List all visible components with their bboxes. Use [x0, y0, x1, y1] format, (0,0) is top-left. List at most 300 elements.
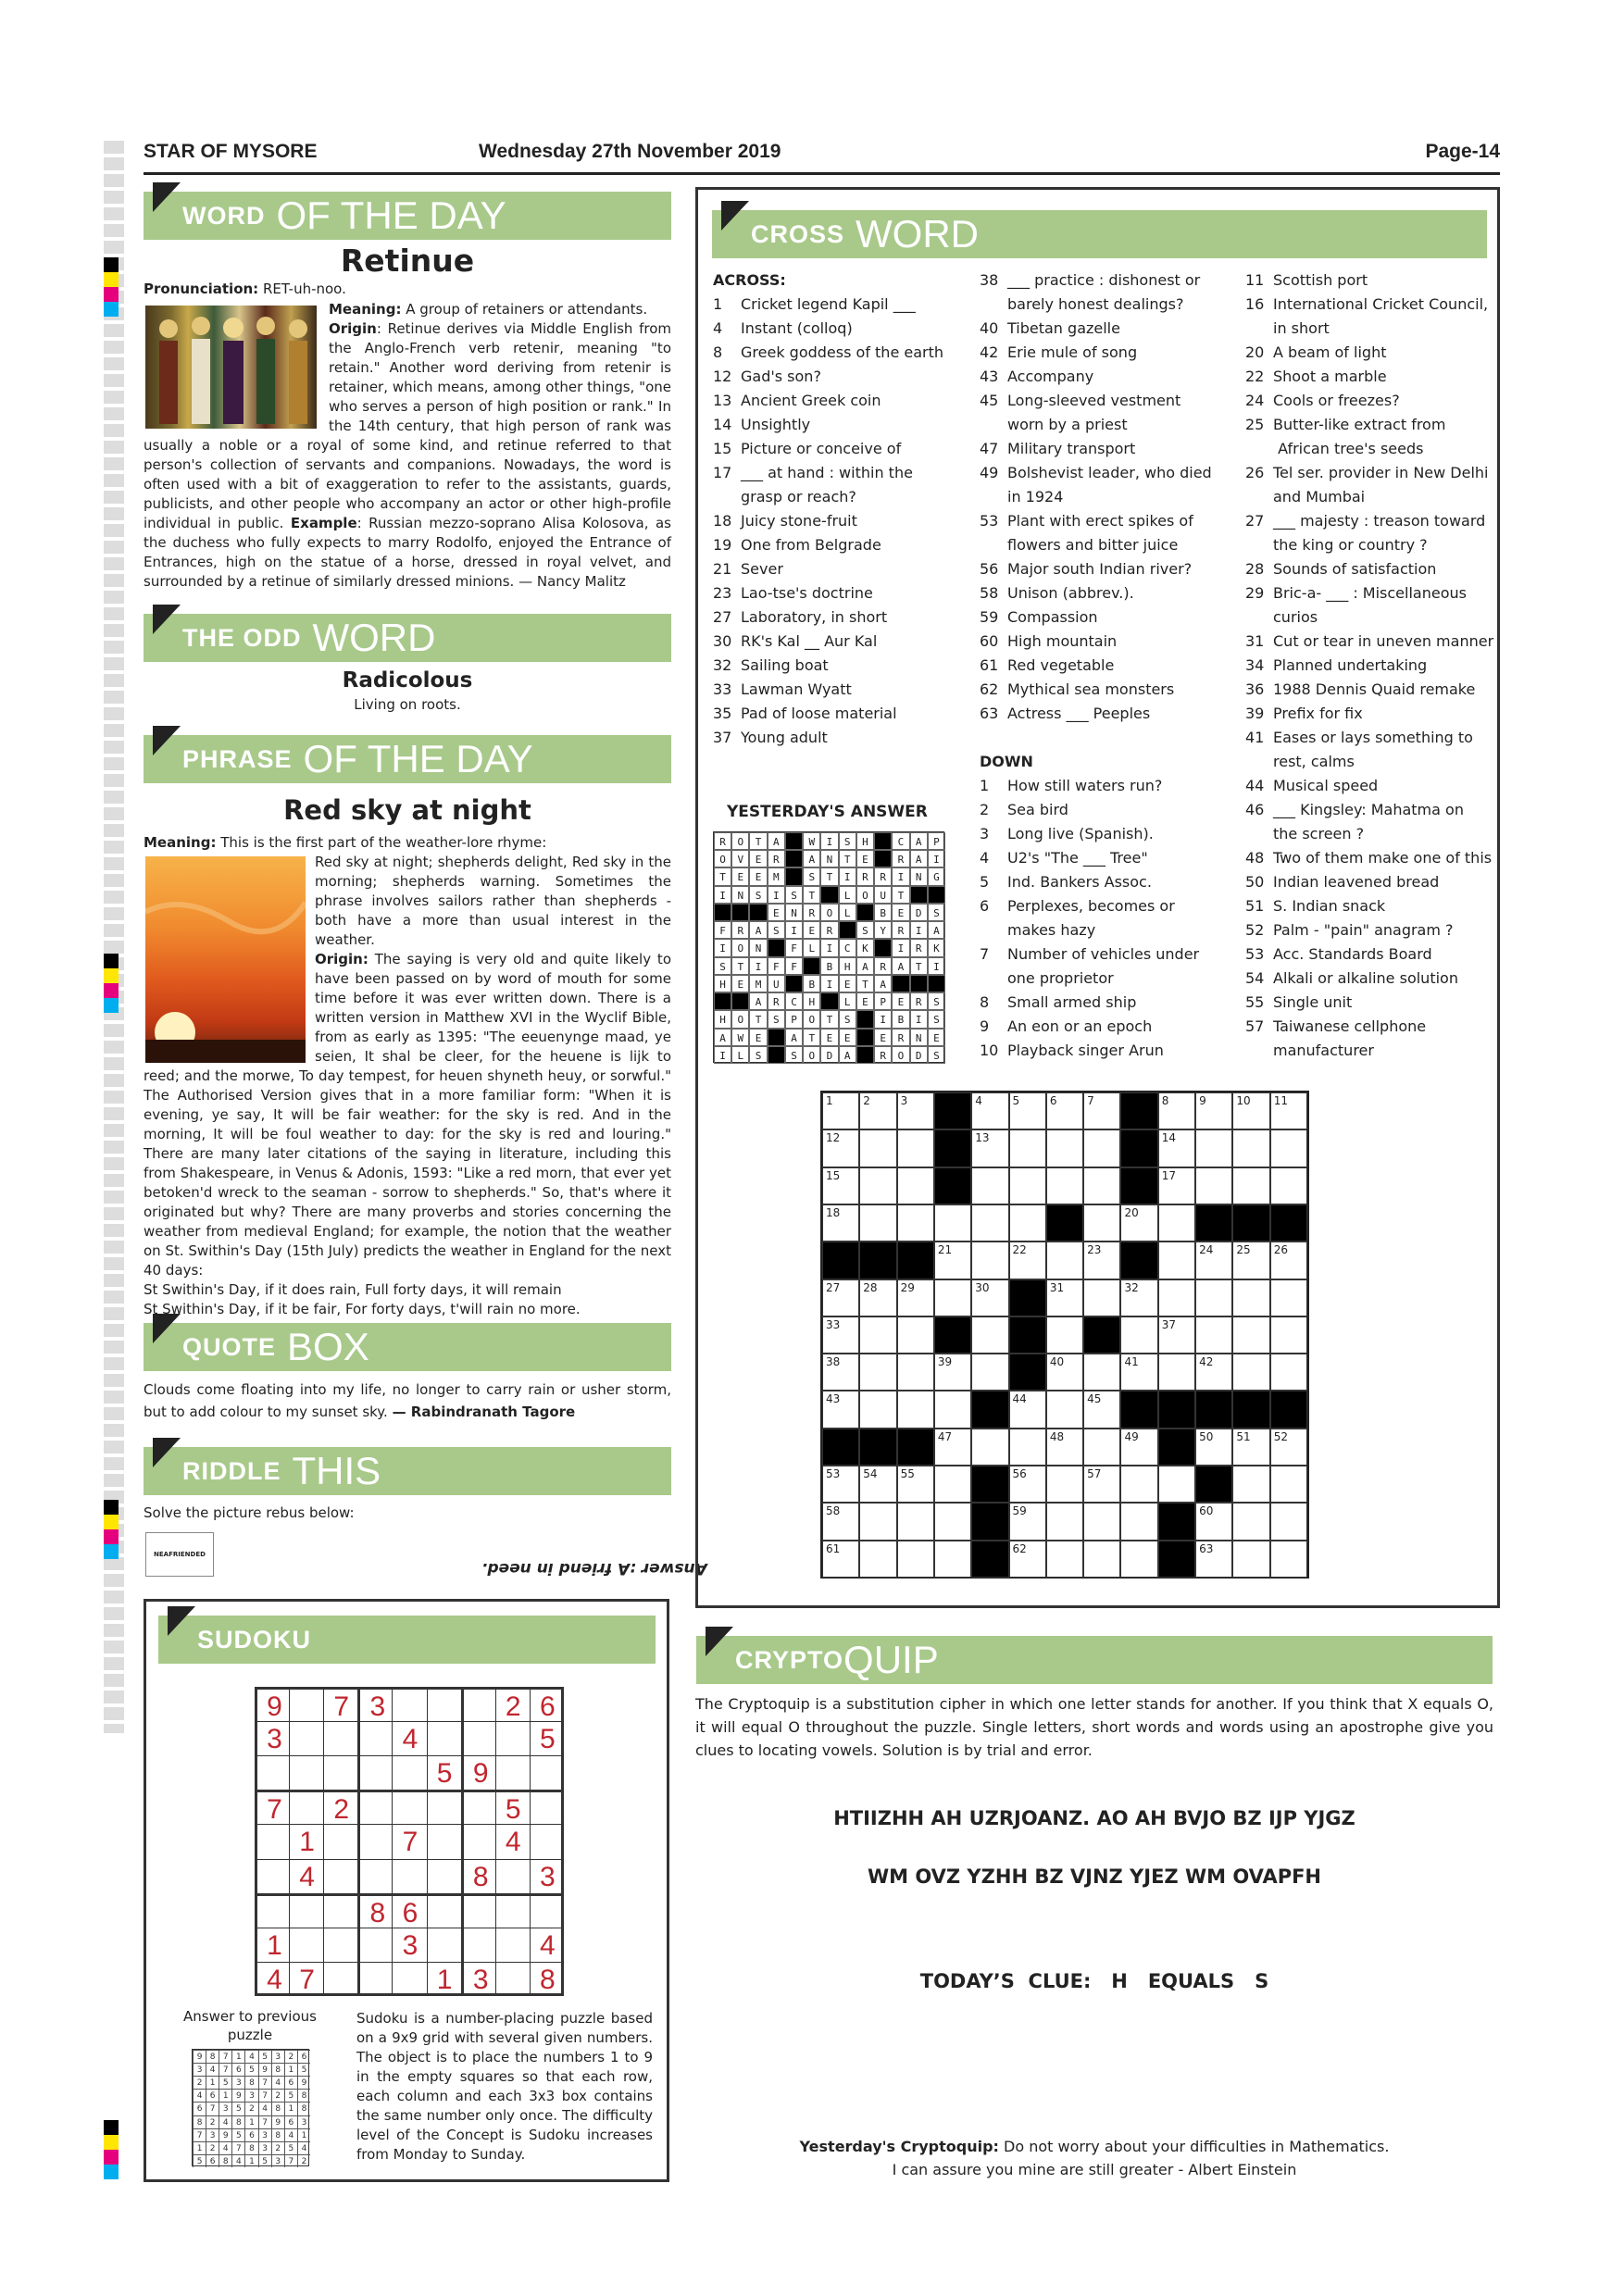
sudoku-cell[interactable] [392, 1928, 426, 1962]
clue-number: 31 [1049, 1280, 1065, 1294]
clue-number: 62 [1012, 1541, 1027, 1555]
clue-number: 15 [713, 440, 732, 457]
crossword-cell[interactable] [1158, 1466, 1195, 1503]
crossword-cell[interactable] [971, 1316, 1008, 1354]
clue-text: Instant (colloq) [741, 319, 853, 337]
sudoku-cell[interactable] [255, 1928, 289, 1962]
crossword-cell[interactable] [1120, 1316, 1157, 1354]
sudoku-cell[interactable] [427, 1859, 461, 1893]
crossword-cell[interactable] [1195, 1316, 1232, 1354]
crossword-cell[interactable] [1270, 1316, 1307, 1354]
answer-cell: 1 [297, 2128, 310, 2141]
crossword-cell[interactable] [1195, 1167, 1232, 1204]
sudoku-cell[interactable] [323, 1928, 357, 1962]
answer-cell: O [803, 1046, 820, 1064]
crossword-block [1120, 1242, 1157, 1279]
sudoku-cell[interactable] [461, 1755, 495, 1790]
answer-cell: 5 [297, 2063, 310, 2076]
answer-cell [820, 992, 838, 1010]
crossword-cell[interactable] [859, 1466, 896, 1503]
sudoku-cell[interactable] [323, 1962, 357, 1996]
answer-cell: 8 [271, 2063, 284, 2076]
crossword-cell[interactable] [1009, 1129, 1046, 1167]
crossword-cell[interactable] [1083, 1129, 1120, 1167]
sudoku-cell[interactable] [427, 1687, 461, 1721]
answer-cell: 3 [271, 2050, 284, 2063]
crossword-cell[interactable] [1195, 1092, 1232, 1129]
crossword-cell[interactable] [1046, 1316, 1083, 1354]
crossword-block [1195, 1204, 1232, 1242]
answer-cell: E [820, 1029, 838, 1046]
crossword-cell[interactable] [1158, 1316, 1195, 1354]
crossword-cell[interactable] [1232, 1354, 1269, 1391]
clue-text: Taiwanese cellphone [1273, 1017, 1427, 1035]
sudoku-cell[interactable] [255, 1962, 289, 1996]
sudoku-cell[interactable] [427, 1755, 461, 1790]
sudoku-cell[interactable] [357, 1962, 392, 1996]
sudoku-cell[interactable] [427, 1962, 461, 1996]
clue-number: 36 [1245, 680, 1265, 698]
sudoku-cell[interactable] [461, 1790, 495, 1824]
sudoku-cell[interactable] [357, 1790, 392, 1824]
sudoku-given-number: 3 [472, 1964, 489, 1995]
sudoku-cell[interactable] [530, 1962, 564, 1996]
sudoku-cell[interactable] [392, 1893, 426, 1928]
crossword-cell[interactable] [1232, 1429, 1269, 1466]
clue-number: 16 [1245, 295, 1265, 313]
sudoku-cell[interactable] [530, 1893, 564, 1928]
crossword-cell[interactable] [1009, 1204, 1046, 1242]
sudoku-cell[interactable] [289, 1893, 323, 1928]
crossword-cell[interactable] [1009, 1503, 1046, 1540]
crossword-cell[interactable] [1120, 1503, 1157, 1540]
crossword-cell[interactable] [1232, 1129, 1269, 1167]
clue-number: 43 [826, 1392, 841, 1406]
crossword-cell[interactable] [859, 1092, 896, 1129]
crossword-cell[interactable] [1009, 1242, 1046, 1279]
sudoku-cell[interactable] [357, 1721, 392, 1755]
crossword-cell[interactable] [1120, 1429, 1157, 1466]
crossword-cell[interactable] [897, 1541, 934, 1578]
sudoku-cell[interactable] [255, 1893, 289, 1928]
answer-cell: S [785, 886, 803, 904]
clue-number: 57 [1245, 1017, 1265, 1035]
crossword-cell[interactable] [1270, 1466, 1307, 1503]
sudoku-cell[interactable] [255, 1687, 289, 1721]
crossword-cell[interactable] [1158, 1279, 1195, 1316]
sudoku-cell[interactable] [530, 1721, 564, 1755]
answer-cell: 2 [244, 2102, 257, 2115]
sudoku-cell[interactable] [461, 1928, 495, 1962]
clue-number: 56 [980, 560, 999, 578]
crossword-cell[interactable] [934, 1541, 971, 1578]
sudoku-cell[interactable] [461, 1721, 495, 1755]
clue-number: 45 [980, 392, 999, 409]
crossword-cell[interactable] [1083, 1279, 1120, 1316]
sudoku-cell[interactable] [289, 1755, 323, 1790]
crossword-cell[interactable] [1009, 1092, 1046, 1129]
crossword-cell[interactable] [1195, 1279, 1232, 1316]
clue-line [1245, 750, 1495, 774]
crossword-cell[interactable] [859, 1541, 896, 1578]
crossword-cell[interactable] [1270, 1503, 1307, 1540]
sudoku-cell[interactable] [392, 1721, 426, 1755]
crossword-cell[interactable] [1046, 1503, 1083, 1540]
crossword-cell[interactable] [1232, 1167, 1269, 1204]
clue-line [713, 654, 963, 678]
crossword-block [1120, 1092, 1157, 1129]
sudoku-cell[interactable] [357, 1824, 392, 1858]
clue-number: 7 [980, 945, 990, 963]
sudoku-cell[interactable] [530, 1824, 564, 1858]
sudoku-given-number: 4 [402, 1724, 418, 1755]
clue-text: flowers and bitter juice [1007, 536, 1179, 554]
answer-cell: L [839, 992, 856, 1010]
sudoku-cell[interactable] [255, 1790, 289, 1824]
clue-number: 35 [713, 705, 732, 722]
answer-cell: G [928, 867, 945, 885]
crossword-cell[interactable] [1270, 1092, 1307, 1129]
clue-text: Ancient Greek coin [741, 392, 881, 409]
cryptoquip-intro: The Cryptoquip is a substitution cipher in which one letter stands for another. If you think that X equals O, it will equal O throughout the puzzle. Single letters, short words and words using an apostrophe give you clues to locating vowels. Solution is by trial and error. [695, 1695, 1493, 1759]
crossword-cell[interactable] [859, 1391, 896, 1428]
crossword-cell[interactable] [1046, 1092, 1083, 1129]
cryptoquip-clue: TODAY’S CLUE: H EQUALS S [919, 1970, 1269, 1992]
crossword-cell[interactable] [897, 1129, 934, 1167]
crossword-cell[interactable] [1158, 1167, 1195, 1204]
sudoku-cell[interactable] [392, 1755, 426, 1790]
clue-number: 3 [900, 1094, 908, 1107]
crossword-cell[interactable] [1046, 1354, 1083, 1391]
crossword-cell[interactable] [822, 1541, 859, 1578]
sudoku-cell[interactable] [495, 1790, 530, 1824]
crossword-cell[interactable] [934, 1391, 971, 1428]
crossword-cell[interactable] [897, 1204, 934, 1242]
crossword-cell[interactable] [1195, 1503, 1232, 1540]
crossword-cell[interactable] [1195, 1354, 1232, 1391]
clue-number: 30 [713, 632, 732, 650]
crossword-cell[interactable] [934, 1429, 971, 1466]
sudoku-cell[interactable] [323, 1824, 357, 1858]
clue-line [713, 581, 963, 605]
crossword-cell[interactable] [1083, 1242, 1120, 1279]
crossword-cell[interactable] [1158, 1129, 1195, 1167]
crossword-cell[interactable] [1120, 1204, 1157, 1242]
crossword-cell[interactable] [934, 1466, 971, 1503]
crossword-cell[interactable] [1232, 1541, 1269, 1578]
example-label: Example [290, 515, 357, 531]
crossword-cell[interactable] [1270, 1354, 1307, 1391]
sudoku-cell[interactable] [255, 1721, 289, 1755]
sudoku-cell[interactable] [530, 1928, 564, 1962]
clue-line [980, 942, 1220, 967]
crossword-cell[interactable] [859, 1279, 896, 1316]
sudoku-cell[interactable] [255, 1859, 289, 1893]
sudoku-cell[interactable] [357, 1859, 392, 1893]
sudoku-cell[interactable] [289, 1687, 323, 1721]
answer-cell: B [803, 975, 820, 992]
clue-text: the king or country ? [1273, 536, 1428, 554]
crossword-cell[interactable] [1009, 1391, 1046, 1428]
crossword-block [934, 1316, 971, 1354]
sudoku-cell[interactable] [323, 1687, 357, 1721]
crossword-cell[interactable] [1046, 1429, 1083, 1466]
answer-cell: E [856, 850, 874, 867]
clue-number: 51 [1245, 897, 1265, 915]
answer-cell: O [731, 1010, 749, 1028]
crossword-cell[interactable] [934, 1279, 971, 1316]
crossword-cell[interactable] [971, 1092, 1008, 1129]
crossword-cell[interactable] [897, 1391, 934, 1428]
crossword-cell[interactable] [971, 1429, 1008, 1466]
answer-cell: E [731, 867, 749, 885]
sudoku-cell[interactable] [392, 1962, 426, 1996]
sudoku-cell[interactable] [289, 1721, 323, 1755]
crossword-cell[interactable] [1083, 1503, 1120, 1540]
sudoku-cell[interactable] [323, 1859, 357, 1893]
crossword-bar [712, 210, 1487, 258]
sudoku-cell[interactable] [289, 1962, 323, 1996]
sudoku-cell[interactable] [357, 1893, 392, 1928]
sudoku-cell[interactable] [289, 1790, 323, 1824]
crossword-cell[interactable] [1046, 1167, 1083, 1204]
crossword-cell[interactable] [1270, 1129, 1307, 1167]
crossword-cell[interactable] [1158, 1242, 1195, 1279]
answer-cell: R [820, 921, 838, 939]
clue-text: An eon or an epoch [1007, 1017, 1153, 1035]
crossword-cell[interactable] [1195, 1541, 1232, 1578]
answer-cell: T [731, 957, 749, 975]
crossword-cell[interactable] [897, 1354, 934, 1391]
crossword-cell[interactable] [897, 1092, 934, 1129]
answer-cell [910, 975, 928, 992]
sudoku-cell[interactable] [495, 1928, 530, 1962]
sudoku-cell[interactable] [323, 1893, 357, 1928]
crossword-cell[interactable] [1232, 1466, 1269, 1503]
sudoku-cell[interactable] [495, 1859, 530, 1893]
crossword-cell[interactable] [1120, 1354, 1157, 1391]
answer-cell: 3 [271, 2154, 284, 2167]
crossword-cell[interactable] [1158, 1092, 1195, 1129]
sudoku-cell[interactable] [461, 1859, 495, 1893]
sudoku-cell[interactable] [255, 1824, 289, 1858]
sudoku-cell[interactable] [357, 1755, 392, 1790]
sudoku-cell[interactable] [495, 1893, 530, 1928]
crossword-cell[interactable] [971, 1204, 1008, 1242]
sudoku-cell[interactable] [461, 1824, 495, 1858]
sudoku-cell[interactable] [495, 1824, 530, 1858]
clue-text: Perplexes, becomes or [1007, 897, 1175, 915]
crossword-cell[interactable] [822, 1316, 859, 1354]
sudoku-cell[interactable] [392, 1687, 426, 1721]
crossword-cell[interactable] [1120, 1466, 1157, 1503]
sudoku-cell[interactable] [392, 1824, 426, 1858]
sudoku-cell[interactable] [427, 1824, 461, 1858]
sudoku-cell[interactable] [461, 1893, 495, 1928]
crossword-cell[interactable] [1046, 1279, 1083, 1316]
sudoku-cell[interactable] [530, 1755, 564, 1790]
crossword-cell[interactable] [1083, 1092, 1120, 1129]
crossword-cell[interactable] [1270, 1167, 1307, 1204]
answer-cell: R [892, 1029, 909, 1046]
sudoku-cell[interactable] [392, 1859, 426, 1893]
crossword-cell[interactable] [1195, 1129, 1232, 1167]
sudoku-cell[interactable] [495, 1755, 530, 1790]
crossword-cell[interactable] [1158, 1204, 1195, 1242]
answer-cell: E [874, 1029, 892, 1046]
crossword-cell[interactable] [934, 1204, 971, 1242]
sudoku-cell[interactable] [357, 1928, 392, 1962]
clue-text: Juicy stone-fruit [741, 512, 857, 530]
crossword-cell[interactable] [859, 1129, 896, 1167]
crossword-cell[interactable] [1009, 1466, 1046, 1503]
sudoku-cell[interactable] [530, 1687, 564, 1721]
crossword-cell[interactable] [1158, 1354, 1195, 1391]
crossword-cell[interactable] [1046, 1466, 1083, 1503]
crossword-cell[interactable] [859, 1503, 896, 1540]
crossword-cell[interactable] [822, 1279, 859, 1316]
clue-text: High mountain [1007, 632, 1118, 650]
sudoku-cell[interactable] [530, 1859, 564, 1893]
sudoku-cell[interactable] [392, 1790, 426, 1824]
answer-cell: A [803, 850, 820, 867]
crossword-cell[interactable] [897, 1466, 934, 1503]
answer-cell [856, 904, 874, 921]
crossword-cell[interactable] [897, 1316, 934, 1354]
clue-text: Tel ser. provider in New Delhi [1273, 464, 1489, 481]
crossword-cell[interactable] [859, 1354, 896, 1391]
crossword-cell[interactable] [822, 1204, 859, 1242]
sudoku-cell[interactable] [289, 1824, 323, 1858]
crossword-cell[interactable] [1009, 1429, 1046, 1466]
crossword-cell[interactable] [1195, 1242, 1232, 1279]
crossword-cell[interactable] [934, 1354, 971, 1391]
yesterday-text-1: Do not worry about your difficulties in Mathematics. [1004, 2138, 1390, 2155]
sudoku-cell[interactable] [323, 1755, 357, 1790]
answer-cell: 7 [258, 2076, 271, 2089]
answer-cell: L [839, 904, 856, 921]
header-rule [144, 172, 1500, 175]
crossword-cell[interactable] [1270, 1279, 1307, 1316]
sudoku-cell[interactable] [255, 1755, 289, 1790]
crossword-cell[interactable] [822, 1354, 859, 1391]
crossword-cell[interactable] [822, 1391, 859, 1428]
sudoku-cell[interactable] [323, 1790, 357, 1824]
sudoku-cell[interactable] [323, 1721, 357, 1755]
sudoku-cell[interactable] [495, 1687, 530, 1721]
sudoku-description: Sudoku is a number-placing puzzle based on a 9x9 grid with several given numbers. The object is to place the numbers 1 to 9 in the empty squares so that each row, each column and each 3x3 box contains the same number only once. The difficulty level of the Concept is Sudoku increases from Monday to Sunday. [356, 2010, 653, 2163]
crossword-cell[interactable] [1232, 1242, 1269, 1279]
crossword-cell[interactable] [822, 1466, 859, 1503]
sudoku-cell[interactable] [461, 1962, 495, 1996]
crossword-cell[interactable] [1232, 1279, 1269, 1316]
crossword-cell[interactable] [1195, 1429, 1232, 1466]
sudoku-cell[interactable] [357, 1687, 392, 1721]
crossword-cell[interactable] [1046, 1242, 1083, 1279]
crossword-cell[interactable] [1046, 1541, 1083, 1578]
crossword-cell[interactable] [822, 1503, 859, 1540]
crossword-cell[interactable] [1046, 1129, 1083, 1167]
registration-marks-4 [104, 2120, 119, 2179]
crossword-cell[interactable] [1270, 1429, 1307, 1466]
crossword-cell[interactable] [971, 1354, 1008, 1391]
sudoku-cell[interactable] [461, 1687, 495, 1721]
crossword-cell[interactable] [822, 1167, 859, 1204]
clue-text: Long-sleeved vestment [1007, 392, 1181, 409]
crossword-cell[interactable] [1120, 1279, 1157, 1316]
crossword-cell[interactable] [1270, 1541, 1307, 1578]
cryptoquip-line-1: HTIIZHH AH UZRJOANZ. AO AH BVJO BZ IJP YJGZ [833, 1807, 1355, 1829]
crossword-cell[interactable] [971, 1279, 1008, 1316]
crossword-cell[interactable] [1083, 1391, 1120, 1428]
crossword-cell[interactable] [1046, 1391, 1083, 1428]
yesterday-answer-grid [713, 831, 944, 1063]
crossword-cell[interactable] [859, 1167, 896, 1204]
crossword-cell[interactable] [1083, 1167, 1120, 1204]
sudoku-cell[interactable] [427, 1790, 461, 1824]
crossword-cell[interactable] [1009, 1167, 1046, 1204]
crossword-cell[interactable] [897, 1279, 934, 1316]
sudoku-cell[interactable] [427, 1928, 461, 1962]
crossword-cell[interactable] [1009, 1541, 1046, 1578]
crossword-cell[interactable] [1083, 1541, 1120, 1578]
crossword-cell[interactable] [1083, 1354, 1120, 1391]
clue-number: 1 [826, 1094, 833, 1107]
clue-line [980, 533, 1220, 557]
crossword-block [1120, 1129, 1157, 1167]
crossword-cell[interactable] [1232, 1316, 1269, 1354]
cryptoquip-line-2: WM OVZ YZHH BZ VJNZ YJEZ WM OVAPFH [867, 1866, 1322, 1888]
crossword-cell[interactable] [934, 1503, 971, 1540]
crossword-cell[interactable] [859, 1204, 896, 1242]
crossword-cell[interactable] [971, 1167, 1008, 1204]
crossword-cell[interactable] [1232, 1092, 1269, 1129]
sudoku-given-number: 4 [299, 1861, 315, 1892]
answer-cell: O [892, 1046, 909, 1064]
answer-cell: 1 [284, 2063, 297, 2076]
clue-number: 11 [1273, 1094, 1288, 1107]
crossword-cell[interactable] [1270, 1242, 1307, 1279]
sudoku-cell[interactable] [495, 1721, 530, 1755]
crossword-cell[interactable] [1232, 1503, 1269, 1540]
crossword-cell[interactable] [971, 1242, 1008, 1279]
crossword-cell[interactable] [1083, 1466, 1120, 1503]
answer-cell: E [892, 904, 909, 921]
sudoku-cell[interactable] [427, 1893, 461, 1928]
clue-text: Erie mule of song [1007, 343, 1138, 361]
sudoku-cell[interactable] [289, 1859, 323, 1893]
clue-number: 42 [1199, 1355, 1214, 1369]
crossword-cell[interactable] [859, 1316, 896, 1354]
crossword-cell[interactable] [822, 1129, 859, 1167]
crossword-cell[interactable] [1083, 1204, 1120, 1242]
crossword-cell[interactable] [934, 1242, 971, 1279]
crossword-cell[interactable] [822, 1092, 859, 1129]
sudoku-cell[interactable] [289, 1928, 323, 1962]
crossword-cell[interactable] [1083, 1429, 1120, 1466]
sudoku-cell[interactable] [427, 1721, 461, 1755]
clue-number: 55 [900, 1467, 915, 1481]
crossword-cell[interactable] [1120, 1541, 1157, 1578]
clue-number: 17 [713, 464, 732, 481]
answer-cell: E [749, 867, 767, 885]
crossword-cell[interactable] [897, 1167, 934, 1204]
clue-text: Long live (Spanish). [1007, 825, 1154, 842]
sudoku-cell[interactable] [530, 1790, 564, 1824]
sudoku-cell[interactable] [495, 1962, 530, 1996]
crossword-cell[interactable] [971, 1129, 1008, 1167]
crossword-cell[interactable] [897, 1503, 934, 1540]
